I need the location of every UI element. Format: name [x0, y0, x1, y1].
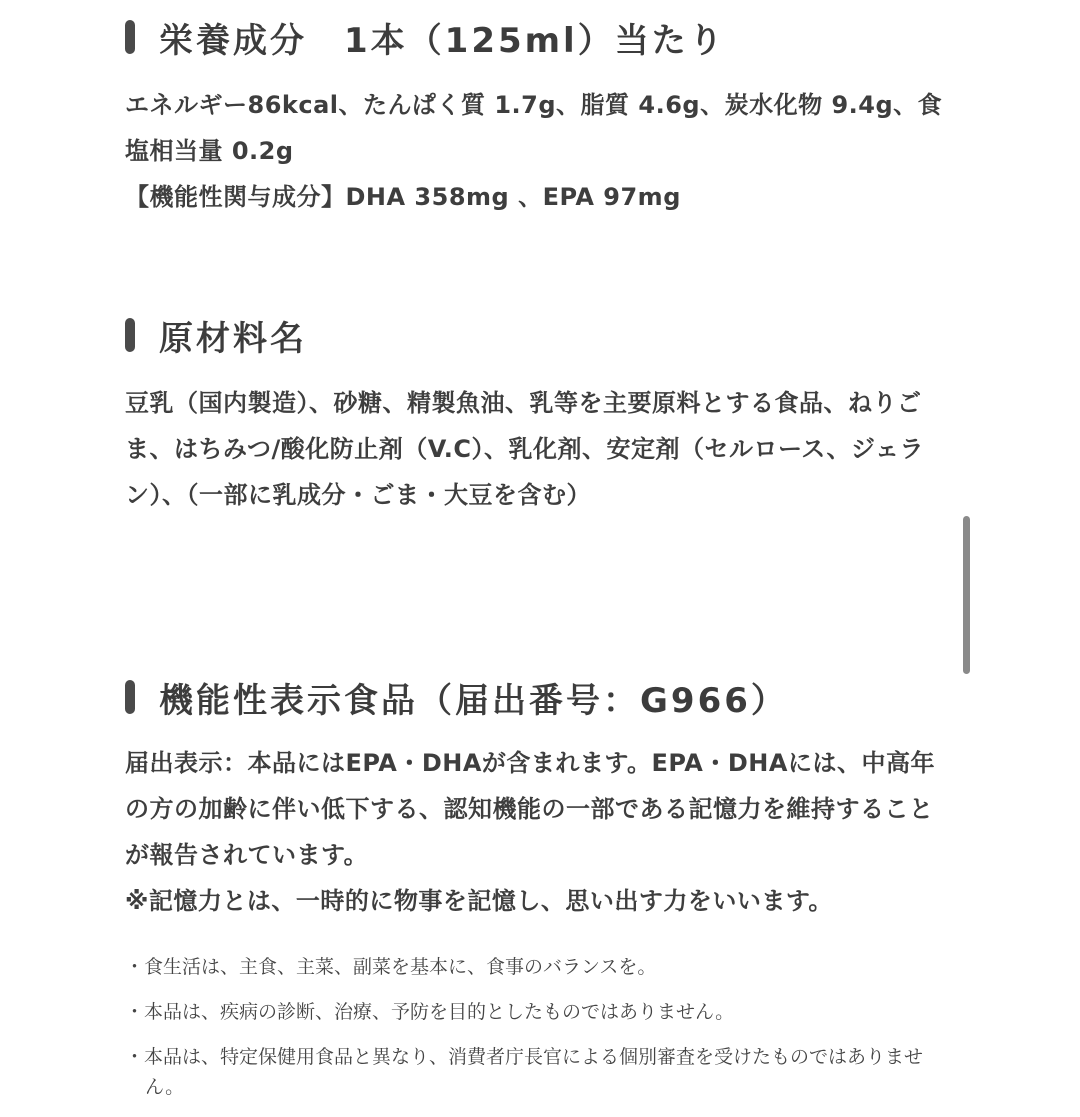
functional-components: 【機能性関与成分】DHA 358mg 、EPA 97mg: [125, 183, 681, 211]
heading-bar-icon: [125, 318, 135, 352]
nutrition-title: 栄養成分 1本（125ml）当たり: [159, 20, 726, 61]
nutrition-body: [125, 82, 955, 220]
functional-body: [125, 740, 955, 924]
notes-list: [125, 952, 955, 1117]
functional-title: 機能性表示食品（届出番号：G966）: [159, 680, 788, 721]
heading-bar-icon: [125, 20, 135, 54]
ingredients-heading: [125, 310, 307, 360]
functional-claim: 届出表示：本品にはEPA・DHAが含まれます。EPA・DHAには、中高年の方の加齢に伴い低下する、認知機能の一部である記憶力を維持することが報告されています。: [125, 749, 935, 869]
list-item: ・本品は、疾病の診断、治療、予防を目的としたものではありません。: [125, 1001, 735, 1023]
ingredients-title: 原材料名: [159, 318, 307, 359]
list-item: ・本品は、特定保健用食品と異なり、消費者庁長官による個別審査を受けたものではありません。: [125, 1046, 924, 1098]
scrollbar-thumb[interactable]: [963, 516, 970, 674]
heading-bar-icon: [125, 680, 135, 714]
ingredients-body: [125, 380, 955, 518]
memory-note: ※記憶力とは、一時的に物事を記憶し、思い出す力をいいます。: [125, 887, 833, 915]
ingredients-text: 豆乳（国内製造）、砂糖、精製魚油、乳等を主要原料とする食品、ねりごま、はちみつ/酸化防止剤（V.C）、乳化剤、安定剤（セルロース、ジェラン）、（一部に乳成分・ごま・大豆を含む）: [125, 389, 925, 509]
list-item: ・食生活は、主食、主菜、副菜を基本に、食事のバランスを。: [125, 956, 657, 978]
nutrition-heading: [125, 12, 726, 62]
nutrition-values: エネルギー86kcal、たんぱく質 1.7g、脂質 4.6g、炭水化物 9.4g、食塩相当量 0.2g: [125, 91, 943, 165]
functional-heading: [125, 672, 788, 722]
